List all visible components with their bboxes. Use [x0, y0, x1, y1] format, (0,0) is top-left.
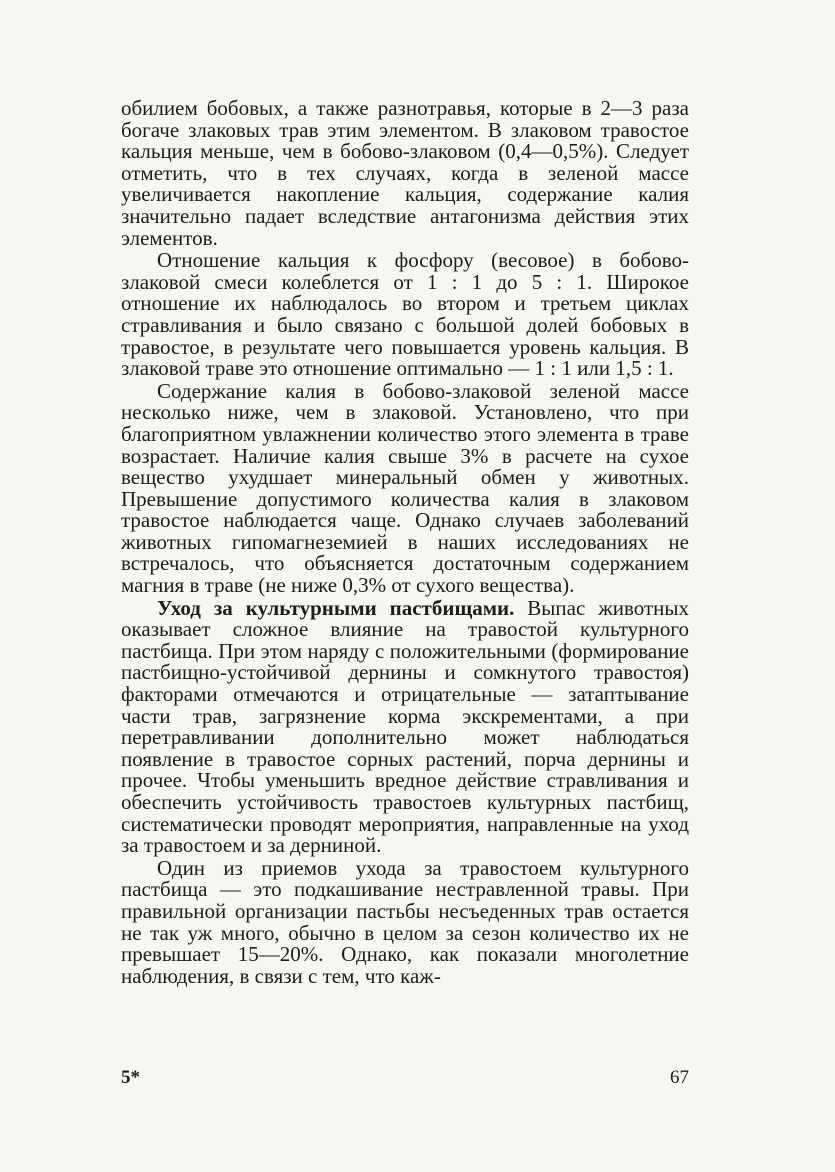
paragraph-text: обилием бобовых, а также разнотравья, которые в 2—3 раза богаче злаковых трав этим элементом. В злаковом травостое кальция меньше, чем в бобово-злаковом (0,4—0,5%). Следует отметить, что в тех случаях, когда в зеленой массе увеличивается накопление кальция, содержание калия значительно падает вследствие антагонизма действия этих элементов.	[121, 96, 689, 250]
paragraph-mowing-uneaten-grass	[121, 855, 689, 988]
paragraph-calcium-legumes	[121, 98, 689, 249]
paragraph-calcium-phosphorus-ratio	[121, 250, 689, 380]
paragraph-potassium-content	[121, 378, 689, 598]
paragraph-text: Содержание калия в бобово-злаковой зеленой массе несколько ниже, чем в злаковой. Установлено, что при благоприятном увлажнении количество этого элемента в траве возрастает. Наличие калия свыше 3% в расчете на сухое вещество ухудшает минеральный обмен у животных. Превышение допустимого количества калия в злаковом травостое наблюдается чаще. Однако случаев заболеваний животных гипомагнеземией в наших исследованиях не встречалось, что объясняется достаточным содержанием магния в траве (не ниже 0,3% от сухого вещества).	[121, 378, 689, 598]
paragraph-text: Выпас животных оказывает сложное влияние на травостой культурного пастбища. При этом наряду с положительными (формирование пастбищно-устойчивой дернины и сомкнутого травостоя) факторами отмечаются и отрицательные — затаптывание части трав, загрязнение корма экскрементами, а при перетравливании дополнительно может наблюдаться появление в травостое сорных растений, порча дернины и прочее. Чтобы уменьшить вредное действие стравливания и обеспечить устойчивость травостоев культурных пастбищ, систематически проводят мероприятия, направленные на уход за травостоем и за дерниной.	[121, 595, 689, 858]
page-number: 67	[670, 1067, 689, 1088]
paragraph-text: Отношение кальция к фосфору (весовое) в бобово-злаковой смеси колеблется от 1 : 1 до 5 : 1. Широкое отношение их наблюдалось во втором и третьем циклах стравливания и было связано с большой долей бобовых в травостое, в результате чего повышается уровень кальция. В злаковой траве это отношение оптимально — 1 : 1 или 1,5 : 1.	[121, 248, 689, 381]
signature-mark: 5*	[121, 1067, 140, 1088]
page-footer	[121, 1067, 689, 1091]
section-run-in-heading: Уход за культурными пастбищами.	[157, 595, 515, 620]
paragraph-pasture-care	[121, 595, 689, 858]
paragraph-text: Один из приемов ухода за травостоем культурного пастбища — это подкашивание нестравленной травы. При правильной организации пастьбы несъеденных трав остается не так уж много, обычно в целом за сезон количество их не превышает 15—20%. Однако, как показали многолетние наблюдения, в связи с тем, что каж-	[121, 855, 689, 988]
page-text	[121, 98, 689, 987]
